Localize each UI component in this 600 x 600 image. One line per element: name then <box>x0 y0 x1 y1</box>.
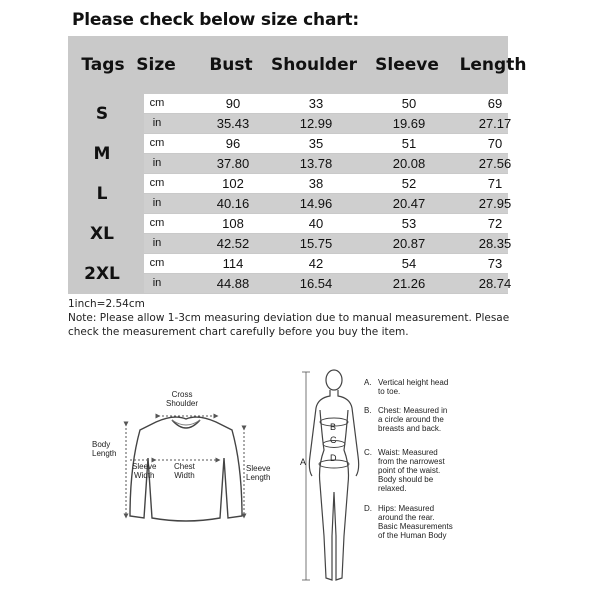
table-row-cm <box>144 254 508 273</box>
table-cell: 73 <box>487 256 503 271</box>
table-cell: 27.17 <box>478 116 512 131</box>
table-cell: 53 <box>401 216 417 231</box>
table-cell: 35 <box>308 136 324 151</box>
body-note-line: relaxed. <box>378 484 407 493</box>
table-cell: 108 <box>222 216 244 231</box>
header-bust: Bust <box>209 55 253 75</box>
size-chart-table <box>68 36 527 294</box>
body-note-line: Basic Measurements <box>378 522 453 531</box>
unit-label: cm <box>149 137 165 149</box>
table-cell: 15.75 <box>299 236 333 251</box>
size-tag: S <box>95 104 109 124</box>
chest-width-label: Chest Width <box>174 462 195 480</box>
table-cell: 42.52 <box>216 236 250 251</box>
size-tag: 2XL <box>84 264 120 284</box>
unit-label: in <box>152 157 162 169</box>
header-shoulder: Shoulder <box>270 55 358 75</box>
table-cell: 114 <box>222 256 244 271</box>
header-size: Size <box>136 55 176 75</box>
size-tag: L <box>96 184 108 204</box>
unit-label: in <box>152 197 162 209</box>
size-row-group <box>68 214 512 254</box>
unit-label: cm <box>149 257 165 269</box>
body-note-line: point of the waist. <box>378 466 441 475</box>
table-row-cm <box>144 134 508 153</box>
table-cell: 72 <box>487 216 503 231</box>
sleeve-length-label: Sleeve Length <box>246 464 271 482</box>
size-row-group <box>68 254 512 294</box>
body-note-letter: B. <box>364 406 372 415</box>
body-figure-illustration <box>296 366 366 592</box>
body-note-line: Chest: Measured in <box>378 406 448 415</box>
unit-label: cm <box>149 177 165 189</box>
table-row-in <box>144 234 512 253</box>
table-cell: 90 <box>225 96 241 111</box>
body-note-line: Vertical height head <box>378 378 449 387</box>
body-note-line: of the Human Body <box>378 531 447 540</box>
body-note-line: from the narrowest <box>378 457 445 466</box>
body-note-letter: D. <box>364 504 372 513</box>
table-cell: 35.43 <box>216 116 250 131</box>
table-cell: 16.54 <box>299 276 333 291</box>
table-cell: 38 <box>308 176 324 191</box>
table-cell: 71 <box>487 176 503 191</box>
body-length-label: Body Length <box>92 440 117 458</box>
table-cell: 12.99 <box>299 116 333 131</box>
marker-d: D <box>330 453 337 463</box>
page-title: Please check below size chart: <box>72 10 359 30</box>
body-note-line: Hips: Measured <box>378 504 435 513</box>
size-row-group <box>68 134 512 174</box>
table-cell: 13.78 <box>299 156 333 171</box>
table-row-cm <box>144 214 508 233</box>
header-tags: Tags <box>81 55 125 75</box>
marker-b: B <box>330 422 337 432</box>
body-note-line: around the rear. <box>378 513 435 522</box>
table-cell: 20.47 <box>392 196 426 211</box>
unit-label: cm <box>149 217 165 229</box>
body-note-line: to toe. <box>378 387 401 396</box>
table-cell: 19.69 <box>392 116 426 131</box>
table-cell: 69 <box>487 96 503 111</box>
body-note-letter: A. <box>364 378 372 387</box>
table-cell: 102 <box>222 176 244 191</box>
table-cell: 40.16 <box>216 196 250 211</box>
body-note-line: Body should be <box>378 475 434 484</box>
marker-c: C <box>330 435 337 445</box>
table-row-in <box>144 154 512 173</box>
table-row-cm <box>144 174 508 193</box>
body-figure-diagram <box>296 366 366 592</box>
table-row-in <box>144 194 512 213</box>
body-note-line: Waist: Measured <box>378 448 438 457</box>
table-cell: 40 <box>308 216 324 231</box>
table-cell: 51 <box>401 136 417 151</box>
table-cell: 21.26 <box>392 276 426 291</box>
body-measurement-notes <box>364 378 484 578</box>
size-row-group <box>68 174 512 214</box>
table-cell: 20.87 <box>392 236 426 251</box>
size-row-group <box>68 94 512 134</box>
body-note-letter: C. <box>364 448 372 457</box>
body-note-line: breasts and back. <box>378 424 442 433</box>
table-cell: 37.80 <box>216 156 250 171</box>
unit-label: in <box>152 277 162 289</box>
size-tag: M <box>93 144 111 164</box>
table-cell: 52 <box>401 176 417 191</box>
cross-shoulder-label: Cross Shoulder <box>166 390 199 408</box>
shirt-illustration <box>86 386 286 536</box>
shirt-measurement-diagram <box>86 386 286 536</box>
table-cell: 33 <box>308 96 324 111</box>
sleeve-width-label: Sleeve Width <box>132 462 157 480</box>
table-row-cm <box>144 94 508 113</box>
header-length: Length <box>459 55 527 75</box>
table-cell: 70 <box>487 136 503 151</box>
table-cell: 50 <box>401 96 417 111</box>
table-row-in <box>144 274 512 293</box>
table-cell: 54 <box>401 256 417 271</box>
deviation-note-line1: Note: Please allow 1-3cm measuring deviation due to manual measurement. Plesae <box>68 312 510 324</box>
table-cell: 27.56 <box>478 156 512 171</box>
conversion-note: 1inch=2.54cm <box>68 298 145 310</box>
table-cell: 27.95 <box>478 196 512 211</box>
table-cell: 20.08 <box>392 156 426 171</box>
unit-label: in <box>152 237 162 249</box>
size-tag: XL <box>90 224 114 244</box>
table-cell: 28.35 <box>478 236 512 251</box>
table-cell: 42 <box>308 256 324 271</box>
header-sleeve: Sleeve <box>375 55 439 75</box>
table-cell: 14.96 <box>299 196 333 211</box>
table-row-in <box>144 114 512 133</box>
table-cell: 28.74 <box>478 276 512 291</box>
table-header <box>68 36 527 94</box>
unit-label: in <box>152 117 162 129</box>
unit-label: cm <box>149 97 165 109</box>
table-cell: 44.88 <box>216 276 250 291</box>
marker-a: A <box>300 457 307 467</box>
table-cell: 96 <box>225 136 241 151</box>
body-note-line: a circle around the <box>378 415 444 424</box>
deviation-note-line2: check the measurement chart carefully before you buy the item. <box>68 326 409 338</box>
